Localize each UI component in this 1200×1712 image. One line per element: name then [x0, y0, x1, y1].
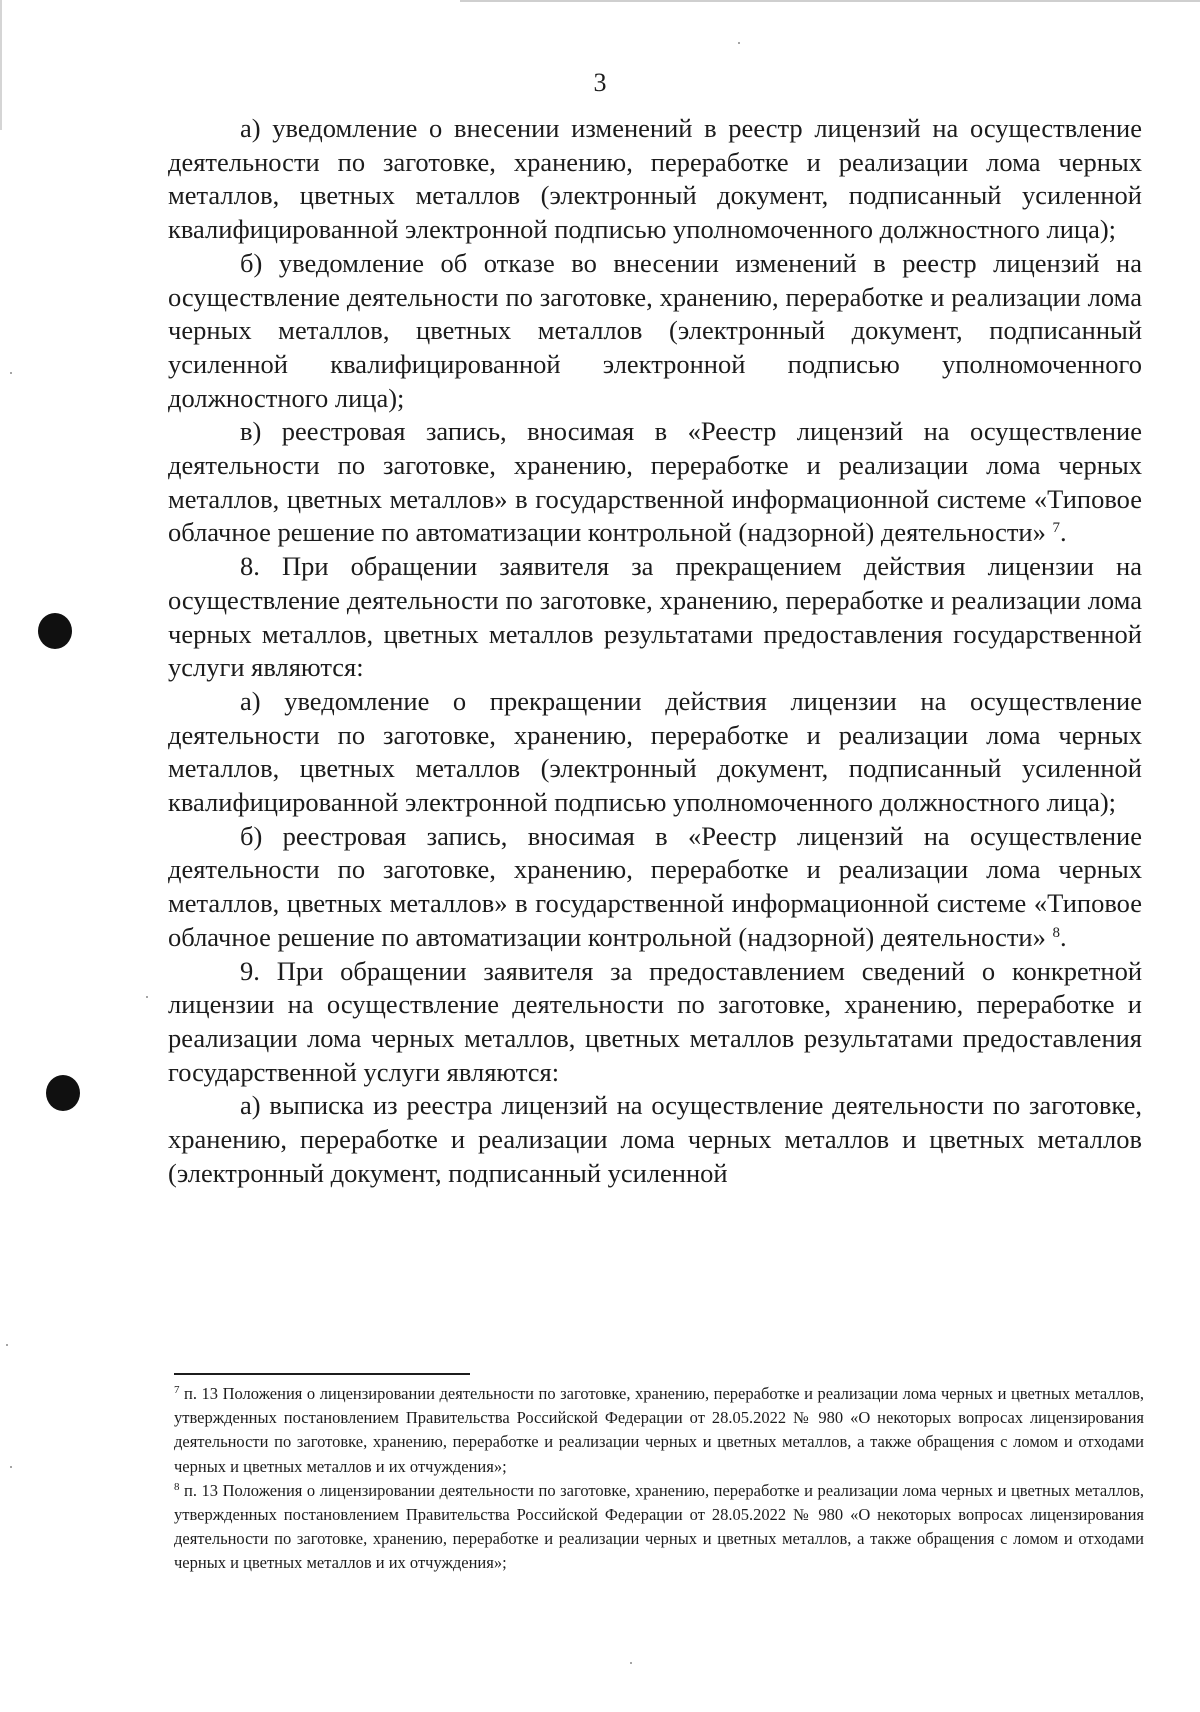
punch-hole-mark	[46, 1075, 80, 1111]
scan-speck	[10, 1466, 12, 1468]
footnote-ref-8: 8	[1052, 924, 1060, 941]
scan-edge-left	[0, 0, 2, 130]
footnote-8	[174, 1479, 1144, 1576]
paragraph-v-registry-entry: в) реестровая запись, вносимая в «Реестр лицензий на осуществление деятельности по заготовке, хранению, переработке и реализации лома черных металлов, цветных металлов» в государственной информационной системе «Типовое облачное решение по автоматизации контрольной (надзорной) деятельности» $^7$.	[168, 416, 1142, 548]
footnote-7	[174, 1382, 1144, 1479]
scan-edge-top	[460, 0, 1200, 2]
paragraph-b-refusal-notice: б) уведомление об отказе во внесении изменений в реестр лицензий на осуществление деятельности по заготовке, хранению, переработке и реализации лома черных металлов, цветных металлов (электронный документ, подписанный усиленной квалифицированной электронной подписью уполномоченного должностного лица);	[168, 247, 1142, 413]
punch-hole-mark	[38, 613, 72, 649]
footnote-marker: 8	[174, 1480, 180, 1493]
document-body	[168, 112, 1142, 1191]
footnotes	[174, 1382, 1144, 1576]
paragraph-text: б) реестровая запись, вносимая в «Реестр лицензий на осуществление деятельности по заготовке, хранению, переработке и реализации лома черных металлов, цветных металлов» в государственной информационной системе «Типовое облачное решение по автоматизации контрольной (надзорной) деятельности»	[168, 820, 1142, 952]
paragraph-a-change-notice: а) уведомление о внесении изменений в реестр лицензий на осуществление деятельности по заготовке, хранению, переработке и реализации лома черных металлов, цветных металлов (электронный документ, подписанный усиленной квалифицированной электронной подписью уполномоченного должностного лица);	[168, 113, 1142, 245]
paragraph-9-license-info: 9. При обращении заявителя за предоставлением сведений о конкретной лицензии на осуществление деятельности по заготовке, хранению, переработке и реализации лома черных металлов, цветных металлов результатами предоставления государственной услуги являются:	[168, 955, 1142, 1087]
footnote-text: п. 13 Положения о лицензировании деятельности по заготовке, хранению, переработке и реализации лома черных и цветных металлов, утвержденных постановлением Правительства Российской Федерации от 28.05.2022 № 980 «О некоторых вопросах лицензирования деятельности по заготовке, хранению, переработке и реализации черных и цветных металлов, а также обращения с ломом и отходами черных и цветных металлов и их отчуждения»;	[174, 1480, 1144, 1573]
scan-speck	[146, 996, 148, 998]
scan-speck	[6, 1344, 8, 1346]
page-number: 3	[593, 68, 607, 97]
scan-speck	[10, 372, 12, 374]
paragraph-8-termination: 8. При обращении заявителя за прекращением действия лицензии на осуществление деятельности по заготовке, хранению, переработке и реализации лома черных металлов, цветных металлов результатами предоставления государственной услуги являются:	[168, 551, 1142, 683]
footnote-ref-7: 7	[1052, 520, 1060, 537]
scan-speck	[630, 1662, 632, 1664]
footnote-text: п. 13 Положения о лицензировании деятельности по заготовке, хранению, переработке и реализации лома черных и цветных металлов, утвержденных постановлением Правительства Российской Федерации от 28.05.2022 № 980 «О некоторых вопросах лицензирования деятельности по заготовке, хранению, переработке и реализации черных и цветных металлов, а также обращения с ломом и отходами черных и цветных металлов и их отчуждения»;	[174, 1384, 1144, 1476]
footnote-marker: 7	[174, 1384, 180, 1396]
paragraph-a-registry-extract: а) выписка из реестра лицензий на осуществление деятельности по заготовке, хранению, переработке и реализации лома черных металлов и цветных металлов (электронный документ, подписанный усиленной	[168, 1090, 1142, 1188]
paragraph-text: в) реестровая запись, вносимая в «Реестр лицензий на осуществление деятельности по заготовке, хранению, переработке и реализации лома черных металлов, цветных металлов» в государственной информационной системе «Типовое облачное решение по автоматизации контрольной (надзорной) деятельности»	[168, 416, 1142, 548]
footnote-separator	[174, 1373, 470, 1375]
paragraph-a-termination-notice: а) уведомление о прекращении действия лицензии на осуществление деятельности по заготовке, хранению, переработке и реализации лома черных металлов, цветных металлов (электронный документ, подписанный усиленной квалифицированной электронной подписью уполномоченного должностного лица);	[168, 685, 1142, 818]
paragraph-b-registry-entry: б) реестровая запись, вносимая в «Реестр лицензий на осуществление деятельности по заготовке, хранению, переработке и реализации лома черных металлов, цветных металлов» в государственной информационной системе «Типовое облачное решение по автоматизации контрольной (надзорной) деятельности» $^8$.	[168, 820, 1142, 952]
scan-speck	[738, 42, 740, 44]
